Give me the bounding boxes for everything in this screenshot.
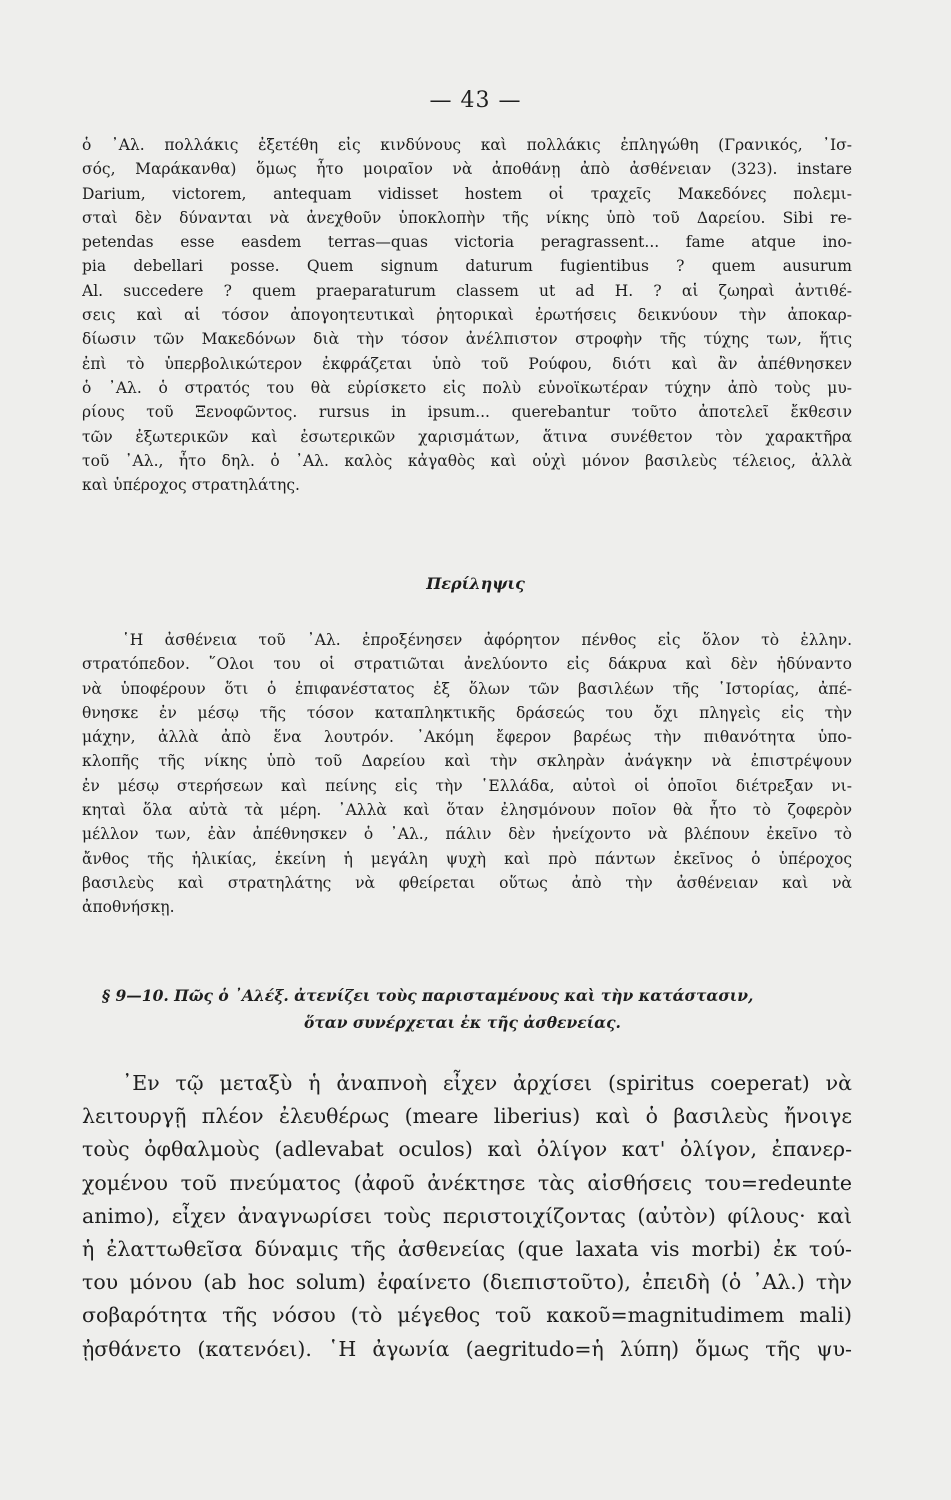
page-number: — 43 —: [429, 88, 522, 113]
text-line: ἄνθος τῆς ἡλικίας, ἐκείνη ἡ μεγάλη ψυχὴ καὶ πρὸ πάντων ἐκεῖνος ὁ ὑπέροχος: [82, 849, 852, 868]
text-line: νὰ ὑποφέρουν ὅτι ὁ ἐπιφανέστατος ἐξ ὅλων τῶν βασιλέων τῆς ῾Ιστορίας, ἀπέ-: [82, 679, 852, 698]
text-line: κλοπῆς τῆς νίκης ὑπὸ τοῦ Δαρείου καὶ τὴν σκληρὰν ἀνάγκην νὰ ἐπιστρέψουν: [82, 752, 852, 771]
text-line: κηταὶ ὅλα αὐτὰ τὰ μέρη. ᾿Αλλὰ καὶ ὅταν ἐλησμόνουν ποῖον θὰ ἦτο τὸ ζοφερὸν: [82, 801, 852, 820]
commentary-paragraph: [82, 133, 852, 497]
text-line: ἐν μέσῳ στερήσεων καὶ πείνης εἰς τὴν ῾Ελλάδα, αὐτοὶ οἱ ὁποῖοι διέτρεξαν νι-: [82, 776, 852, 795]
text-line: ἡ ἐλαττωθεῖσα δύναμις τῆς ἀσθενείας (que laxata vis morbi) ἐκ τού-: [82, 1236, 852, 1261]
text-line: του μόνου (ab hoc solum) ἐφαίνετο (διεπιστοῦτο), ἐπειδὴ (ὁ ᾿Αλ.) τὴν: [82, 1270, 852, 1295]
text-line: στρατόπεδον. ῞Ολοι του οἱ στρατιῶται ἀνελύοντο εἰς δάκρυα καὶ δὲν ἠδύναντο: [82, 655, 852, 674]
text-line: ὁ ᾿Αλ. ὁ στρατός του θὰ εὑρίσκετο εἰς πολὺ εὐνοϊκωτέραν τύχην ἀπὸ τοὺς μυ-: [82, 378, 852, 397]
summary-heading: Περίληψις: [426, 574, 525, 593]
text-line: τῶν ἐξωτερικῶν καὶ ἐσωτερικῶν χαρισμάτων, ἅτινα συνέθετον τὸν χαρακτῆρα: [82, 427, 852, 446]
text-line: Al. succedere ? quem praeparaturum classem ut ad H. ? αἱ ζωηραὶ ἀντιθέ-: [82, 281, 852, 300]
translation-paragraph: [82, 1067, 852, 1366]
text-line: σεις καὶ αἱ τόσον ἀπογοητευτικαὶ ῥητορικαὶ ἐρωτήσεις δεικνύουν τὴν ἀποκαρ-: [82, 306, 852, 325]
text-line: Darium, victorem, antequam vidisset hostem οἱ τραχεῖς Μακεδόνες πολεμι-: [82, 184, 852, 203]
text-line: βασιλεὺς καὶ στρατηλάτης νὰ φθείρεται οὕτως ἀπὸ τὴν ἀσθένειαν καὶ νὰ: [82, 873, 852, 892]
text-line: τοῦ ᾿Αλ., ἦτο δηλ. ὁ ᾿Αλ. καλὸς κἀγαθὸς καὶ οὐχὶ μόνον βασιλεὺς τέλειος, ἀλλὰ: [82, 451, 852, 470]
section-heading-line: § 9—10. Πῶς ὁ ᾿Αλέξ. ἀτενίζει τοὺς παρισταμένους καὶ τὴν κατάστασιν,: [102, 986, 754, 1005]
text-line: σταὶ δὲν δύνανται νὰ ἀνεχθοῦν ὑποκλοπὴν τῆς νίκης ὑπὸ τοῦ Δαρείου. Sibi re-: [82, 208, 852, 227]
text-line: ὁ ᾿Αλ. πολλάκις ἐξετέθη εἰς κινδύνους καὶ πολλάκις ἐπληγώθη (Γρανικός, ᾿Ισ-: [82, 136, 852, 154]
text-line: μέλλον των, ἐὰν ἀπέθνησκεν ὁ ᾿Αλ., πάλιν δὲν ἠνείχοντο νὰ βλέπουν ἐκεῖνο τὸ: [82, 825, 852, 844]
text-line: pia debellari posse. Quem signum daturum fugientibus ? quem ausurum: [82, 257, 852, 276]
text-line: μάχην, ἀλλὰ ἀπὸ ἕνα λουτρόν. ᾿Ακόμη ἔφερον βαρέως τὴν πιθανότητα ὑπο-: [82, 728, 852, 747]
text-line: θνησκε ἐν μέσῳ τῆς τόσον καταπληκτικῆς δράσεώς του ὄχι πληγεὶς εἰς τὴν: [82, 703, 852, 722]
text-line: σοβαρότητα τῆς νόσου (τὸ μέγεθος τοῦ κακοῦ=magnitudimem mali): [82, 1303, 852, 1328]
text-line: χομένου τοῦ πνεύματος (ἀφοῦ ἀνέκτησε τὰς αἰσθήσεις του=redeunte: [82, 1170, 852, 1195]
section-heading-line: ὅταν συνέρχεται ἐκ τῆς ἀσθενείας.: [304, 1013, 621, 1032]
text-line: δίωσιν τῶν Μακεδόνων διὰ τὴν τόσον ἀνέλπιστον στροφὴν τῆς τύχης των, ἥτις: [82, 330, 852, 349]
text-line: ῾Η ἀσθένεια τοῦ ᾿Αλ. ἐπροξένησεν ἀφόρητον πένθος εἰς ὅλον τὸ ἑλλην.: [122, 631, 852, 649]
text-line: petendas esse easdem terras—quas victoria peragrassent... fame atque ino-: [82, 233, 852, 252]
text-line: σός, Μαράκανθα) ὅμως ἦτο μοιραῖον νὰ ἀποθάνῃ ἀπὸ ἀσθένειαν (323). instare: [82, 160, 852, 179]
text-line: ρίους τοῦ Ξενοφῶντος. rursus in ipsum... querebantur τοῦτο ἀποτελεῖ ἔκθεσιν: [82, 403, 852, 422]
summary-paragraph: [82, 628, 852, 920]
text-line: ἀποθνήσκῃ.: [82, 898, 175, 917]
text-line: τοὺς ὀφθαλμοὺς (adlevabat oculos) καὶ ὀλίγον κατ' ὀλίγον, ἐπανερ-: [82, 1137, 852, 1162]
text-line: ᾿Εν τῷ μεταξὺ ἡ ἀναπνοὴ εἶχεν ἀρχίσει (spiritus coeperat) νὰ: [122, 1071, 852, 1095]
text-line: animo), εἶχεν ἀναγνωρίσει τοὺς περιστοιχίζοντας (αὐτὸν) φίλους· καὶ: [82, 1203, 852, 1228]
text-line: λειτουργῇ πλέον ἐλευθέρως (meare liberius) καὶ ὁ βασιλεὺς ἤνοιγε: [82, 1104, 852, 1129]
text-line: καὶ ὑπέροχος στρατηλάτης.: [82, 476, 300, 495]
text-line: ᾐσθάνετο (κατενόει). ῾Η ἀγωνία (aegritudo=ἡ λύπη) ὅμως τῆς ψυ-: [82, 1336, 852, 1361]
text-line: ἐπὶ τὸ ὑπερβολικώτερον ἐκφράζεται ὑπὸ τοῦ Ρούφου, διότι καὶ ἂν ἀπέθνησκεν: [82, 354, 852, 373]
